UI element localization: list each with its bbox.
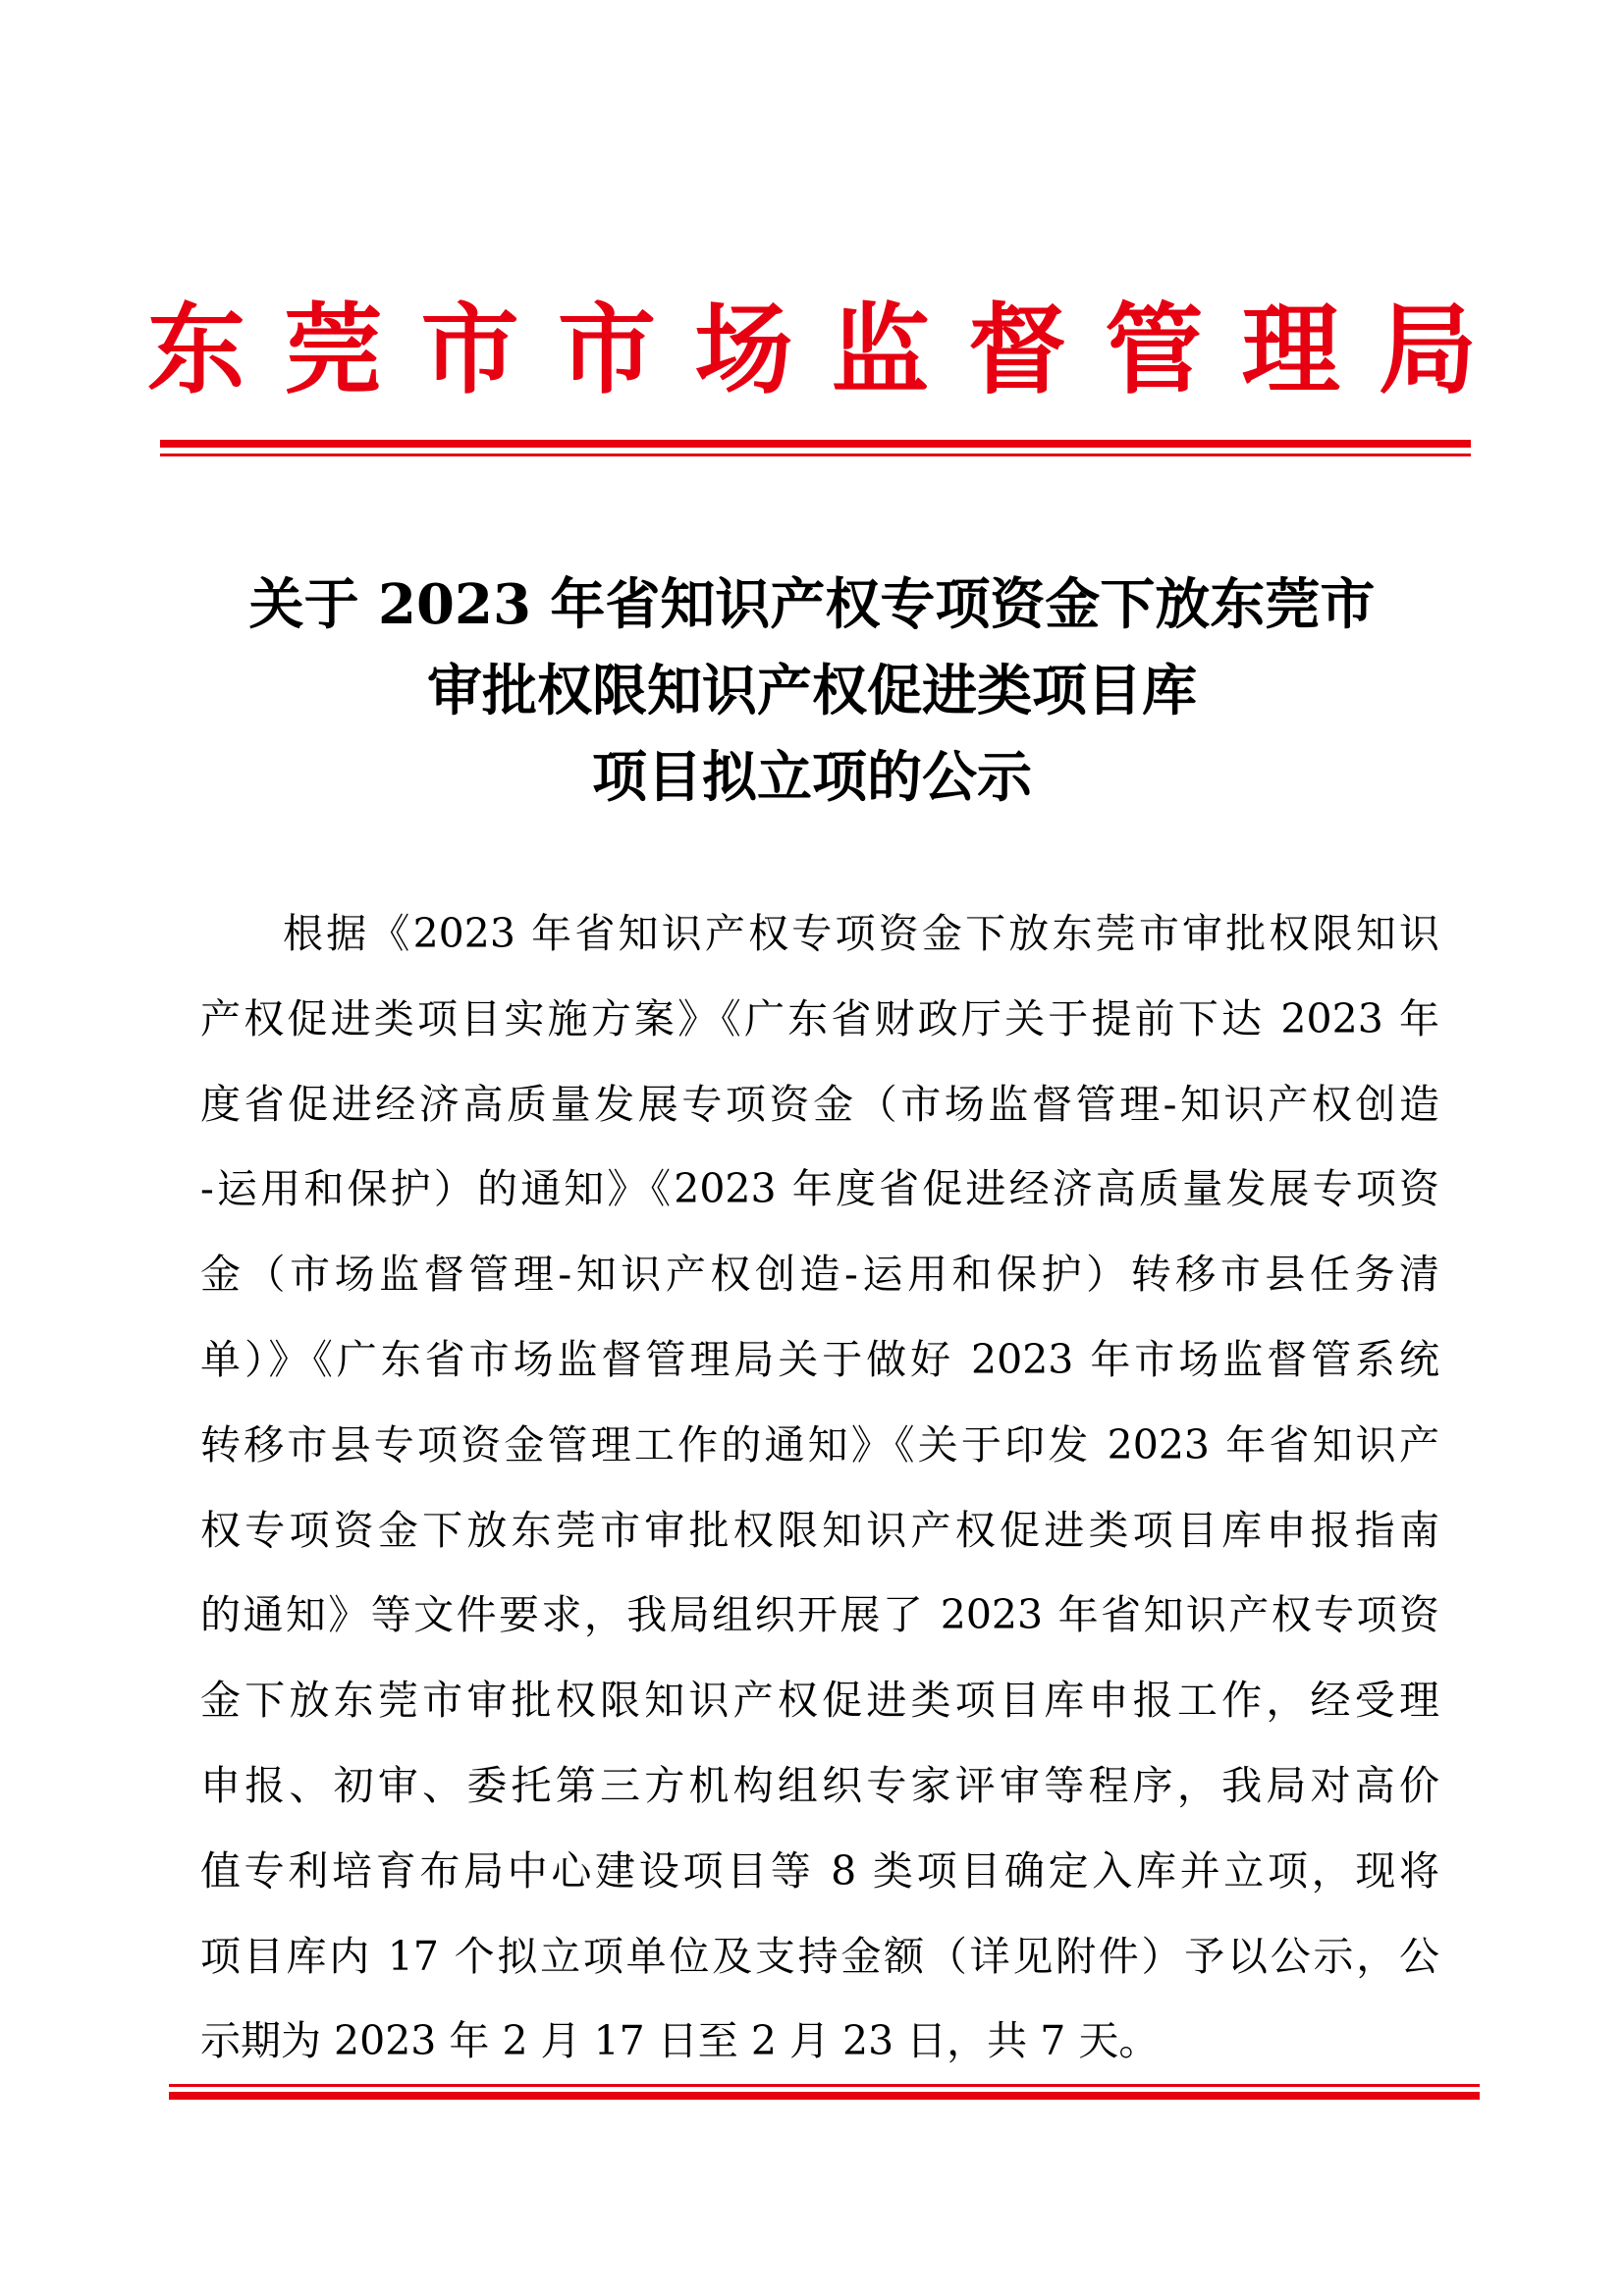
body-line: 申报、初审、委托第三方机构组织专家评审等程序，我局对高价 [200, 1761, 1439, 1809]
body-line: 产权促进类项目实施方案》《广东省财政厅关于提前下达 2023 年 [200, 994, 1439, 1042]
document-title [147, 561, 1477, 821]
body-line: 值专利培育布局中心建设项目等 8 类项目确定入库并立项，现将 [200, 1846, 1439, 1895]
body-line: 转移市县专项资金管理工作的通知》《关于印发 2023 年省知识产 [200, 1420, 1439, 1468]
body-line: 度省促进经济高质量发展专项资金（市场监督管理-知识产权创造 [200, 1080, 1439, 1128]
body-paragraph [200, 891, 1439, 2084]
letterhead-rule-thick [160, 440, 1471, 448]
title-line: 审批权限知识产权促进类项目库 [427, 659, 1197, 723]
letterhead-rule-thin [160, 454, 1471, 456]
body-line: 的通知》等文件要求，我局组织开展了 2023 年省知识产权专项资 [200, 1591, 1439, 1639]
body-line: 权专项资金下放东莞市审批权限知识产权促进类项目库申报指南 [200, 1506, 1439, 1554]
body-line: -运用和保护）的通知》《2023 年度省促进经济高质量发展专项资 [200, 1165, 1439, 1213]
title-line: 关于 2023 年省知识产权专项资金下放东莞市 [248, 572, 1376, 637]
body-line: 根据《2023 年省知识产权专项资金下放东莞市审批权限知识 [283, 910, 1439, 957]
footer-rule-thick [169, 2092, 1480, 2100]
body-line: 金下放东莞市审批权限知识产权促进类项目库申报工作，经受理 [200, 1677, 1439, 1725]
body-line: 项目库内 17 个拟立项单位及支持金额（详见附件）予以公示，公 [200, 1932, 1439, 1980]
body-line: 单）》《广东省市场监督管理局关于做好 2023 年市场监督管系统 [200, 1335, 1439, 1383]
title-line: 项目拟立项的公示 [592, 745, 1032, 810]
body-line: 金（市场监督管理-知识产权创造-运用和保护）转移市县任务清 [200, 1251, 1439, 1299]
body-line: 示期为 2023 年 2 月 17 日至 2 月 23 日，共 7 天。 [200, 2017, 1160, 2065]
letterhead-org-name: 东莞市市场监督管理局 [147, 293, 1477, 407]
footer-rule-thin [169, 2084, 1480, 2087]
